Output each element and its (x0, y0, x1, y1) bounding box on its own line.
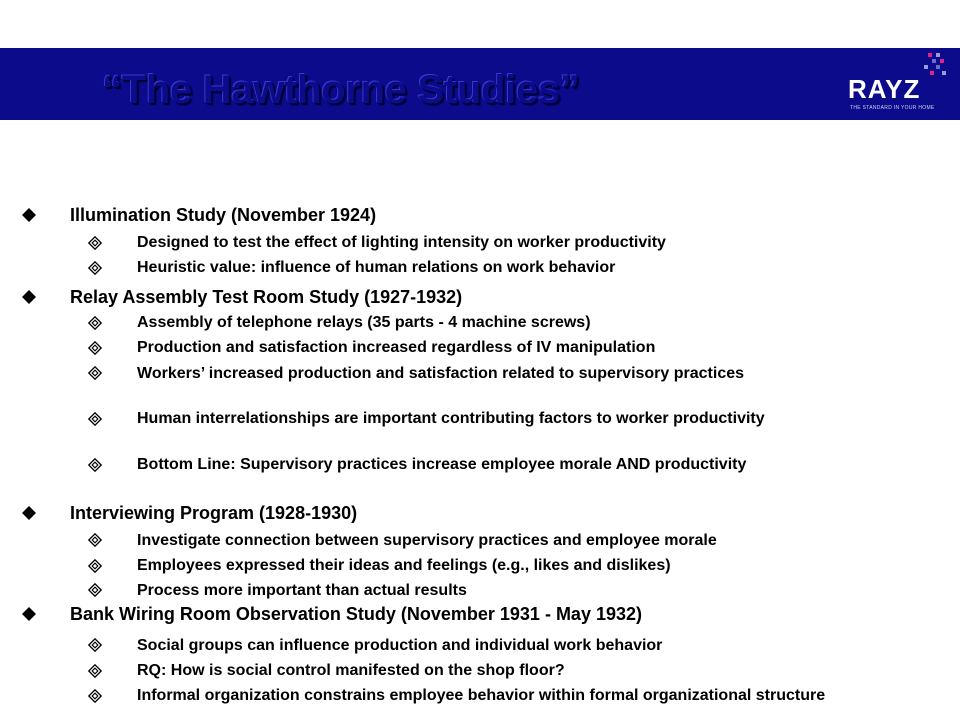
diamond-bullet-icon (22, 208, 36, 222)
hollow-diamond-bullet-icon (88, 664, 102, 678)
slide-title: “The Hawthorne Studies” (102, 68, 580, 112)
hollow-diamond-bullet-icon (88, 412, 102, 426)
outline-subitem: Informal organization constrains employee behavior within formal organizational structure (137, 687, 826, 704)
outline-subitem: Human interrelationships are important contributing factors to worker productivity (137, 410, 765, 427)
hollow-diamond-bullet-icon (88, 533, 102, 547)
hollow-diamond-bullet-icon (88, 689, 102, 703)
logo-wordmark: RAYZ (848, 74, 921, 104)
outline-subitem: Assembly of telephone relays (35 parts - 4 machine screws) (137, 314, 591, 331)
diamond-bullet-icon (22, 607, 36, 621)
hollow-diamond-bullet-icon (88, 236, 102, 250)
hollow-diamond-bullet-icon (88, 458, 102, 472)
outline-subitem: Designed to test the effect of lighting intensity on worker productivity (137, 234, 666, 251)
hollow-diamond-bullet-icon (88, 261, 102, 275)
diamond-bullet-icon (22, 506, 36, 520)
outline-subitem: Process more important than actual results (137, 582, 467, 599)
outline-subitem: Social groups can influence production and individual work behavior (137, 637, 663, 654)
outline-subitem: Bottom Line: Supervisory practices increase employee morale AND productivity (137, 456, 747, 473)
hollow-diamond-bullet-icon (88, 341, 102, 355)
diamond-bullet-icon (22, 290, 36, 304)
outline-subitem: RQ: How is social control manifested on the shop floor? (137, 662, 565, 679)
outline-item: Interviewing Program (1928-1930) (70, 503, 358, 523)
hollow-diamond-bullet-icon (88, 559, 102, 573)
outline-item: Relay Assembly Test Room Study (1927-1932) (70, 287, 463, 307)
hollow-diamond-bullet-icon (88, 638, 102, 652)
hollow-diamond-bullet-icon (88, 316, 102, 330)
logo-tagline: THE STANDARD IN YOUR HOME (850, 105, 935, 111)
outline-subitem: Heuristic value: influence of human relations on work behavior (137, 259, 616, 276)
hollow-diamond-bullet-icon (88, 583, 102, 597)
hollow-diamond-bullet-icon (88, 366, 102, 380)
outline-subitem: Production and satisfaction increased regardless of IV manipulation (137, 339, 656, 356)
outline-item: Bank Wiring Room Observation Study (November 1931 - May 1932) (70, 604, 642, 624)
outline-item: Illumination Study (November 1924) (70, 205, 377, 225)
outline-subitem: Employees expressed their ideas and feelings (e.g., likes and dislikes) (137, 557, 671, 574)
outline-subitem: Investigate connection between supervisory practices and employee morale (137, 532, 717, 549)
outline-subitem: Workers’ increased production and satisfaction related to supervisory practices (137, 365, 745, 382)
